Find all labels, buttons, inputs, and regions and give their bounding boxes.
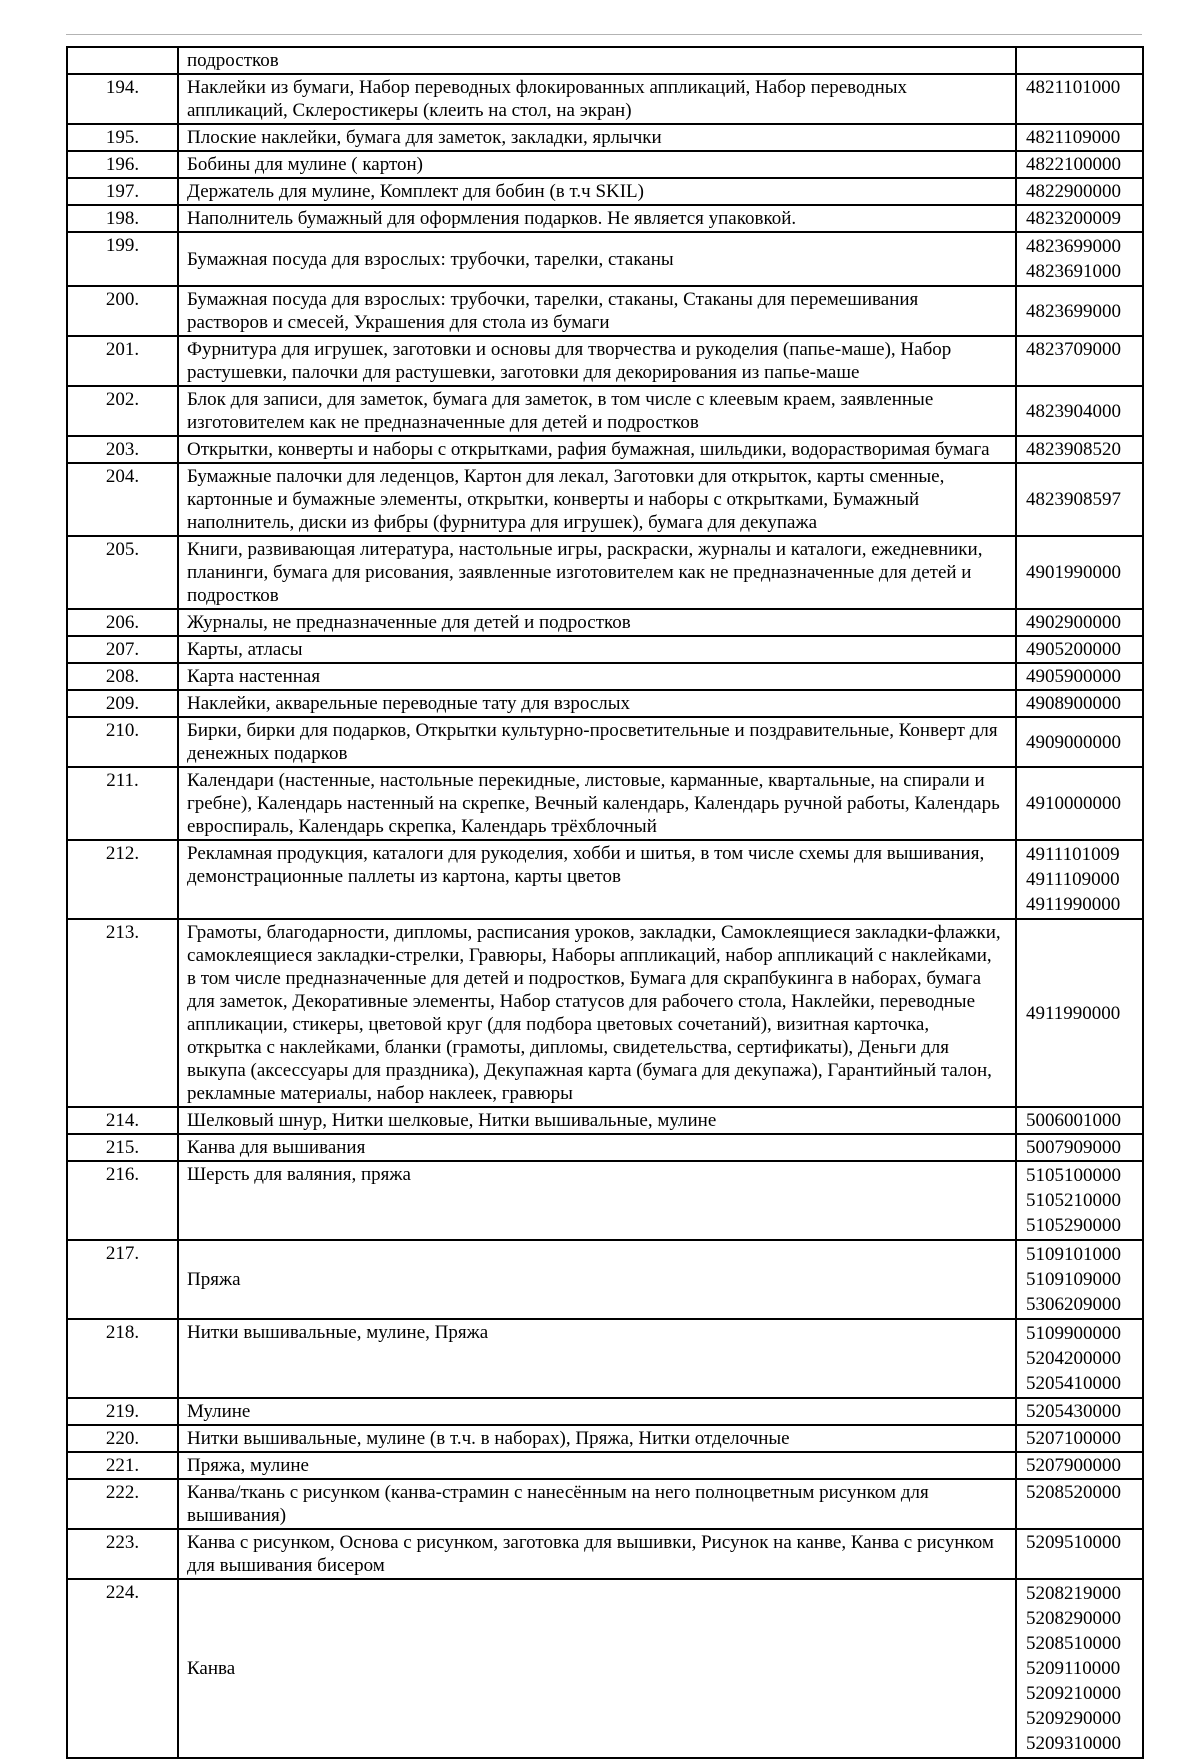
hs-code: 5006001000: [1026, 1110, 1121, 1131]
hs-code: 5208219000: [1026, 1583, 1121, 1604]
hs-code: 4901990000: [1026, 562, 1121, 583]
row-number-cell: 220.: [67, 1425, 178, 1452]
codes-cell: [1016, 436, 1143, 463]
codes-cell: [1016, 1579, 1143, 1758]
codes-cell: [1016, 1529, 1143, 1579]
table-row: [67, 840, 1143, 919]
description-cell: Бумажная посуда для взрослых: трубочки, тарелки, стаканы: [178, 232, 1016, 286]
hs-code: 5109900000: [1026, 1323, 1121, 1344]
hs-code: 4823200009: [1026, 208, 1121, 229]
hs-code: 5007909000: [1026, 1137, 1121, 1158]
hs-code: 5208520000: [1026, 1482, 1121, 1503]
codes-cell: [1016, 386, 1143, 436]
hs-code: 4908900000: [1026, 693, 1121, 714]
table-row: [67, 919, 1143, 1107]
table-row: [67, 124, 1143, 151]
row-number-cell: 196.: [67, 151, 178, 178]
description-cell: Канва для вышивания: [178, 1134, 1016, 1161]
row-number-cell: 222.: [67, 1479, 178, 1529]
description-cell: Канва: [178, 1579, 1016, 1758]
row-number-cell: 224.: [67, 1579, 178, 1758]
hs-code: 5209510000: [1026, 1532, 1121, 1553]
table-row: [67, 47, 1143, 74]
table-row: [67, 74, 1143, 124]
row-number-cell: 213.: [67, 919, 178, 1107]
table-body: [67, 47, 1143, 1758]
hs-code: 4823699000: [1026, 236, 1121, 257]
row-number-cell: 212.: [67, 840, 178, 919]
hs-code: 5306209000: [1026, 1294, 1121, 1315]
row-number-cell: 215.: [67, 1134, 178, 1161]
table-row: [67, 1579, 1143, 1758]
description-cell: Карты, атласы: [178, 636, 1016, 663]
row-number-cell: 195.: [67, 124, 178, 151]
row-number-cell: 199.: [67, 232, 178, 286]
table-row: [67, 1319, 1143, 1398]
row-number-cell: 206.: [67, 609, 178, 636]
hs-code: 4909000000: [1026, 731, 1121, 753]
codes-cell: [1016, 286, 1143, 336]
hs-code: 4905200000: [1026, 639, 1121, 660]
description-cell: Рекламная продукция, каталоги для рукоделия, хобби и шитья, в том числе схемы для вышивания, демонстрационные паллеты из картона, карты цветов: [178, 840, 1016, 919]
table-row: [67, 436, 1143, 463]
codes-cell: [1016, 1479, 1143, 1529]
hs-code: 5109109000: [1026, 1269, 1121, 1290]
table-row: [67, 1452, 1143, 1479]
table-row: [67, 767, 1143, 840]
row-number-cell: 216.: [67, 1161, 178, 1240]
hs-code: 5205410000: [1026, 1373, 1121, 1394]
hs-code: 4910000000: [1026, 793, 1121, 814]
codes-cell: [1016, 47, 1143, 74]
description-cell: Фурнитура для игрушек, заготовки и основы для творчества и рукоделия (папье-маше), Набор растушевки, палочки для растушевки, заготовки для декорирования из папье-маше: [178, 336, 1016, 386]
codes-cell: [1016, 178, 1143, 205]
row-number-cell: 204.: [67, 463, 178, 536]
description-cell: Грамоты, благодарности, дипломы, расписания уроков, закладки, Самоклеящиеся закладки-флажки, самоклеящиеся закладки-стрелки, Гравюры, Наборы аппликаций, набор аппликаций с наклейками, в том числе предназначенные для детей и подростков, Бумага для скрапбукинга в наборах, бумага для заметок, Декоративные элементы, Набор статусов для рабочего стола, Наклейки, переводные аппликации, стикеры, цветовой круг (для подбора цветовых сочетаний), визитная карточка, открытка с наклейками, бланки (грамоты, дипломы, свидетельства, сертификаты), Деньги для выкупа (аксессуары для праздника), Декупажная карта (бумага для декупажа), Гарантийный талон, рекламные материалы, набор наклеек, гравюры: [178, 919, 1016, 1107]
description-cell: Держатель для мулине, Комплект для бобин (в т.ч SKIL): [178, 178, 1016, 205]
codes-cell: [1016, 74, 1143, 124]
table-row: [67, 178, 1143, 205]
row-number-cell: 221.: [67, 1452, 178, 1479]
codes-cell: [1016, 636, 1143, 663]
description-cell: Пряжа: [178, 1240, 1016, 1319]
hs-code: 5208510000: [1026, 1633, 1121, 1654]
description-cell: Наклейки, акварельные переводные тату для взрослых: [178, 690, 1016, 717]
codes-cell: [1016, 536, 1143, 609]
codes-cell: [1016, 232, 1143, 286]
hs-code: 5209310000: [1026, 1733, 1121, 1754]
description-cell: подростков: [178, 47, 1016, 74]
codes-cell: [1016, 205, 1143, 232]
description-cell: Бумажная посуда для взрослых: трубочки, тарелки, стаканы, Стаканы для перемешивания растворов и смесей, Украшения для стола из бумаги: [178, 286, 1016, 336]
codes-cell: [1016, 1161, 1143, 1240]
hs-code: 5105290000: [1026, 1215, 1121, 1236]
table-row: [67, 286, 1143, 336]
codes-cell: [1016, 609, 1143, 636]
hs-code: 4911990000: [1026, 894, 1121, 915]
description-cell: Наклейки из бумаги, Набор переводных флокированных аппликаций, Набор переводных аппликаций, Склеростикеры (клеить на стол, на экран): [178, 74, 1016, 124]
description-cell: Наполнитель бумажный для оформления подарков. Не является упаковкой.: [178, 205, 1016, 232]
row-number-cell: 197.: [67, 178, 178, 205]
hs-code: 4821109000: [1026, 127, 1121, 148]
hs-code: 5208290000: [1026, 1608, 1121, 1629]
hs-code: 4902900000: [1026, 612, 1121, 633]
table-row: [67, 336, 1143, 386]
codes-cell: [1016, 336, 1143, 386]
hs-code: 5109101000: [1026, 1244, 1121, 1265]
description-cell: Журналы, не предназначенные для детей и подростков: [178, 609, 1016, 636]
table-row: [67, 1529, 1143, 1579]
codes-cell: [1016, 1319, 1143, 1398]
description-cell: Нитки вышивальные, мулине (в т.ч. в наборах), Пряжа, Нитки отделочные: [178, 1425, 1016, 1452]
row-number-cell: 205.: [67, 536, 178, 609]
table-row: [67, 1479, 1143, 1529]
hs-code: 5207900000: [1026, 1455, 1121, 1476]
description-cell: Шелковый шнур, Нитки шелковые, Нитки вышивальные, мулине: [178, 1107, 1016, 1134]
codes-cell: [1016, 840, 1143, 919]
table-row: [67, 636, 1143, 663]
codes-cell: [1016, 124, 1143, 151]
row-number-cell: 200.: [67, 286, 178, 336]
hs-code: 4822900000: [1026, 181, 1121, 202]
hs-code: 4905900000: [1026, 666, 1121, 687]
row-number-cell: 208.: [67, 663, 178, 690]
row-number-cell: 210.: [67, 717, 178, 767]
hs-code: 4823709000: [1026, 339, 1121, 360]
hs-code: 4823699000: [1026, 300, 1121, 322]
row-number-cell: 209.: [67, 690, 178, 717]
table-row: [67, 1107, 1143, 1134]
description-cell: Календари (настенные, настольные перекидные, листовые, карманные, квартальные, на спирали и гребне), Календарь настенный на скрепке, Вечный календарь, Календарь ручной работы, Календарь евроспираль, Календарь скрепка, Календарь трёхблочный: [178, 767, 1016, 840]
hs-code: 4911109000: [1026, 869, 1120, 890]
hs-code: 5209210000: [1026, 1683, 1121, 1704]
hs-code: 4822100000: [1026, 154, 1121, 175]
table-row: [67, 151, 1143, 178]
hs-code: 5205430000: [1026, 1401, 1121, 1422]
codes-cell: [1016, 151, 1143, 178]
description-cell: Бобины для мулине ( картон): [178, 151, 1016, 178]
row-number-cell: 219.: [67, 1398, 178, 1425]
table-row: [67, 386, 1143, 436]
table-row: [67, 609, 1143, 636]
hs-code: 5209290000: [1026, 1708, 1121, 1729]
page-edge-line: [66, 34, 1142, 35]
codes-cell: [1016, 690, 1143, 717]
row-number-cell: 217.: [67, 1240, 178, 1319]
table-row: [67, 1161, 1143, 1240]
codes-cell: [1016, 1134, 1143, 1161]
hs-code: 4911990000: [1026, 1002, 1121, 1024]
hs-code: 4823908597: [1026, 489, 1121, 510]
description-cell: Бирки, бирки для подарков, Открытки культурно-просветительные и поздравительные, Конверт для денежных подарков: [178, 717, 1016, 767]
description-cell: Канва/ткань с рисунком (канва-страмин с нанесённым на него полноцветным рисунком для вышивания): [178, 1479, 1016, 1529]
row-number-cell: [67, 47, 178, 74]
table-row: [67, 690, 1143, 717]
table-row: [67, 717, 1143, 767]
codes-cell: [1016, 1425, 1143, 1452]
hs-code: 5105210000: [1026, 1190, 1121, 1211]
table-row: [67, 1398, 1143, 1425]
codes-cell: [1016, 1452, 1143, 1479]
table-row: [67, 663, 1143, 690]
description-cell: Нитки вышивальные, мулине, Пряжа: [178, 1319, 1016, 1398]
description-cell: Открытки, конверты и наборы с открытками, рафия бумажная, шильдики, водорастворимая бумага: [178, 436, 1016, 463]
hs-code: 5204200000: [1026, 1348, 1121, 1369]
description-cell: Плоские наклейки, бумага для заметок, закладки, ярлычки: [178, 124, 1016, 151]
hs-code: 5209110000: [1026, 1658, 1121, 1679]
codes-cell: [1016, 1398, 1143, 1425]
codes-cell: [1016, 1240, 1143, 1319]
row-number-cell: 201.: [67, 336, 178, 386]
table-row: [67, 1425, 1143, 1452]
hs-code: 5105100000: [1026, 1165, 1121, 1186]
row-number-cell: 214.: [67, 1107, 178, 1134]
description-cell: Мулине: [178, 1398, 1016, 1425]
hs-code: 4823908520: [1026, 439, 1121, 460]
codes-cell: [1016, 463, 1143, 536]
row-number-cell: 202.: [67, 386, 178, 436]
codes-cell: [1016, 717, 1143, 767]
hs-code: 4823904000: [1026, 400, 1121, 422]
description-cell: Бумажные палочки для леденцов, Картон для лекал, Заготовки для открыток, карты сменные, картонные и бумажные элементы, открытки, конверты и наборы с открытками, Бумажный наполнитель, диски из фибры (фурнитура для игрушек), бумага для декупажа: [178, 463, 1016, 536]
hs-code: 4911101009: [1026, 844, 1120, 865]
hs-code: 4823691000: [1026, 261, 1121, 282]
row-number-cell: 211.: [67, 767, 178, 840]
table-row: [67, 1134, 1143, 1161]
codes-cell: [1016, 919, 1143, 1107]
hs-code: 4821101000: [1026, 77, 1121, 98]
codes-cell: [1016, 663, 1143, 690]
table-row: [67, 205, 1143, 232]
description-cell: Книги, развивающая литература, настольные игры, раскраски, журналы и каталоги, ежедневники, планинги, бумага для рисования, заявленные изготовителем как не предназначенные для детей и подростков: [178, 536, 1016, 609]
description-cell: Блок для записи, для заметок, бумага для заметок, в том числе с клеевым краем, заявленные изготовителем как не предназначенные для детей и подростков: [178, 386, 1016, 436]
description-cell: Канва с рисунком, Основа с рисунком, заготовка для вышивки, Рисунок на канве, Канва с рисунком для вышивания бисером: [178, 1529, 1016, 1579]
table-row: [67, 1240, 1143, 1319]
description-cell: Карта настенная: [178, 663, 1016, 690]
table-row: [67, 232, 1143, 286]
row-number-cell: 198.: [67, 205, 178, 232]
row-number-cell: 223.: [67, 1529, 178, 1579]
row-number-cell: 194.: [67, 74, 178, 124]
row-number-cell: 203.: [67, 436, 178, 463]
table-row: [67, 536, 1143, 609]
hs-code: 5207100000: [1026, 1428, 1121, 1449]
product-codes-table: [66, 46, 1144, 1759]
row-number-cell: 207.: [67, 636, 178, 663]
row-number-cell: 218.: [67, 1319, 178, 1398]
description-cell: Пряжа, мулине: [178, 1452, 1016, 1479]
table-row: [67, 463, 1143, 536]
codes-cell: [1016, 767, 1143, 840]
codes-cell: [1016, 1107, 1143, 1134]
description-cell: Шерсть для валяния, пряжа: [178, 1161, 1016, 1240]
